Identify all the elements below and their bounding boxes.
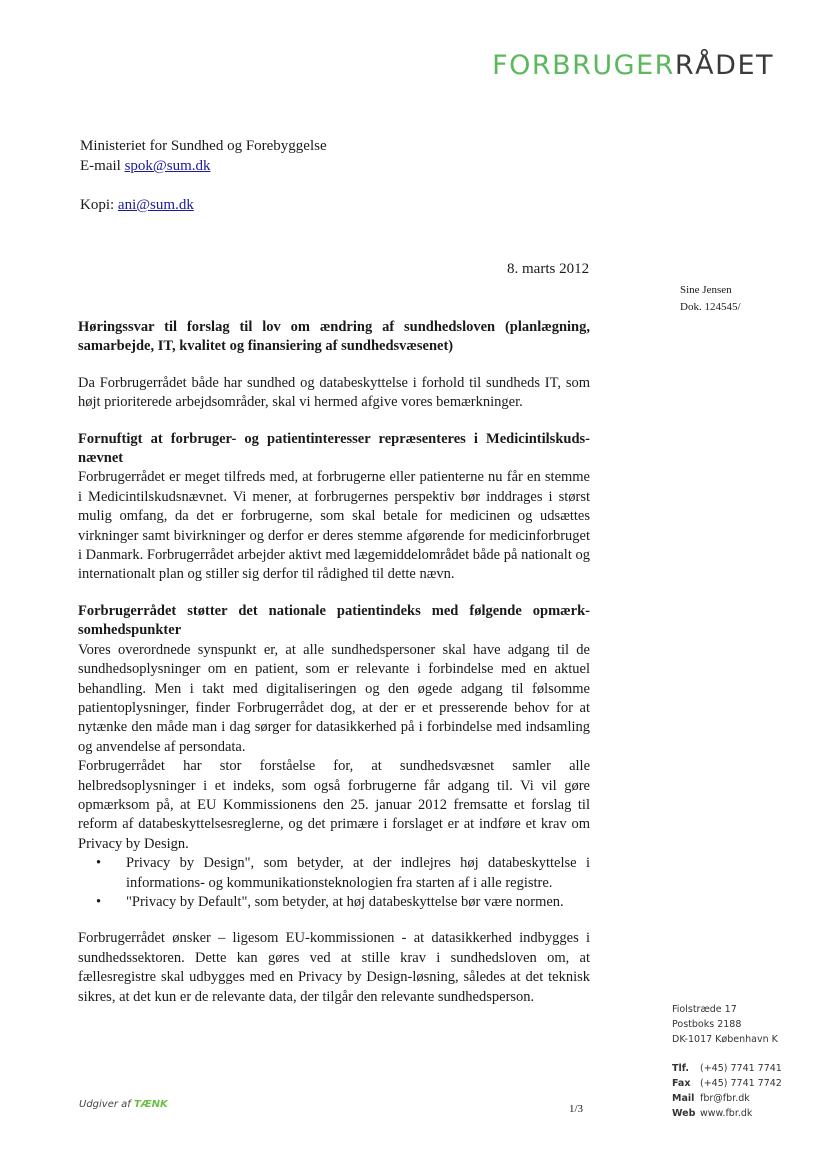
footer-address	[672, 1002, 782, 1121]
publisher-prefix: Udgiver af	[79, 1099, 134, 1110]
page-number: 1/3	[569, 1103, 584, 1115]
footer-city: DK-1017 København K	[672, 1034, 778, 1045]
section2-para3: Forbrugerrådet ønsker – ligesom EU-kommissionen - at datasikkerhed indbygges i sundhedssektoren. Dette kan gøres ved at stille krav i sundhedsloven om, at fællesregistre skal udbygges med en Privacy by Design-løsning, således at det teknisk sikres, at det kun er de relevante data, der tilgår den relevante sundhedsperson.	[78, 930, 590, 1005]
footer-fax: Fax (+45) 7741 7742	[672, 1078, 782, 1089]
bullet-item	[96, 854, 590, 893]
kopi-email-link[interactable]: ani@sum.dk	[117, 197, 194, 213]
section2-para1: Vores overordnede synspunkt er, at alle sundhedspersoner skal have adgang til de sundhedsoplysninger om en patient, som er relevante i forbindelse med en aktuel behandling. Men i takt med digitaliseringen og den øgede adgang til følsomme patientoplysninger, finder Forbrugerrådet dog, at der er et presserende behov for at nytænke den måde man i dag sørger for datasikkerhed på i forbindelse med indsamling og anvendelse af persondata.	[78, 641, 590, 755]
bullet-text: "Privacy by Default", som betyder, at høj databeskyttelse bør være normen.	[126, 893, 564, 910]
sender-info	[680, 282, 741, 316]
section2-para2: Forbrugerrådet har stor forståelse for, at sundhedsvæsnet samler alle helbredsoplysninger i et indeks, som også forbrugerne får adgang til. Vi vil gøre opmærksom på, at EU Kommissionens den 25. januar 2012 fremsatte et forslag til reform af databeskyttelsesreglerne, og det primære i forslaget er at indføre et krav om Privacy by Design.	[78, 758, 590, 852]
document-number: Dok. 124545/	[680, 301, 741, 313]
bullet-icon: •	[96, 893, 102, 910]
letter-date: 8. marts 2012	[507, 261, 590, 277]
recipient-email-link[interactable]: spok@sum.dk	[124, 158, 211, 174]
recipient-name: Ministeriet for Sundhed og Forebyggelse	[80, 138, 327, 154]
footer-mail: Mail fbr@fbr.dk	[672, 1093, 750, 1104]
publisher-line	[79, 1099, 168, 1110]
recipient-email-line	[80, 156, 327, 176]
kopi-label: Kopi:	[80, 197, 118, 213]
letter-body	[78, 318, 590, 1007]
footer-phone: Tlf. (+45) 7741 7741	[672, 1063, 782, 1074]
footer-street: Fiolstræde 17	[672, 1004, 737, 1015]
footer-web: Web www.fbr.dk	[672, 1108, 753, 1119]
intro-paragraph: Da Forbrugerrådet både har sundhed og databeskyttelse i forhold til sundheds IT, som højt prioriterede arbejdsområder, skal vi hermed afgive vores bemærkninger.	[78, 374, 590, 411]
bullet-icon: •	[96, 855, 102, 872]
section2-heading: Forbrugerrådet støtter det nationale patientindeks med følgende opmærk-somhedspunkter	[78, 602, 590, 639]
letter-title: Høringssvar til forslag til lov om ændring af sundhedsloven (planlægning, samarbejde, IT, kvalitet og finansiering af sundhedsvæsenet)	[78, 319, 590, 355]
footer-postbox: Postboks 2188	[672, 1019, 742, 1030]
taenk-logo: TÆNK	[133, 1099, 168, 1110]
forbrugerraadet-logo	[492, 50, 774, 81]
recipient-block	[80, 136, 327, 176]
section1-heading: Fornuftigt at forbruger- og patientinteresser repræsenteres i Medicintilskuds-nævnet	[78, 430, 590, 467]
bullet-item	[96, 893, 590, 912]
sender-name: Sine Jensen	[680, 284, 732, 296]
email-label: E-mail	[80, 158, 125, 174]
logo-part-forbruger: FORBRUGER	[492, 50, 675, 81]
copy-line	[80, 197, 194, 214]
logo-part-raadet: RÅDET	[674, 50, 774, 81]
bullet-text: Privacy by Design", som betyder, at der indlejres høj databeskyttelse i informations- og kommunikationsteknologien fra starten af i alle registre.	[126, 855, 590, 891]
section1-body: Forbrugerrådet er meget tilfreds med, at forbrugerne eller patienterne nu får en stemme i Medicintilskudsnævnet. Vi mener, at forbrugernes perspektiv bør inddrages i størst mulig omfang, da det er forbrugerne, som skal betale for medicinen og udsættes virkninger samt bivirkninger og derfor er deres stemme afgørende for medicinforbruget i Danmark. Forbrugerrådet arbejder aktivt med lægemiddelområdet både på nationalt og internationalt plan og stiller sig derfor til rådighed til dette nævn.	[78, 469, 590, 583]
